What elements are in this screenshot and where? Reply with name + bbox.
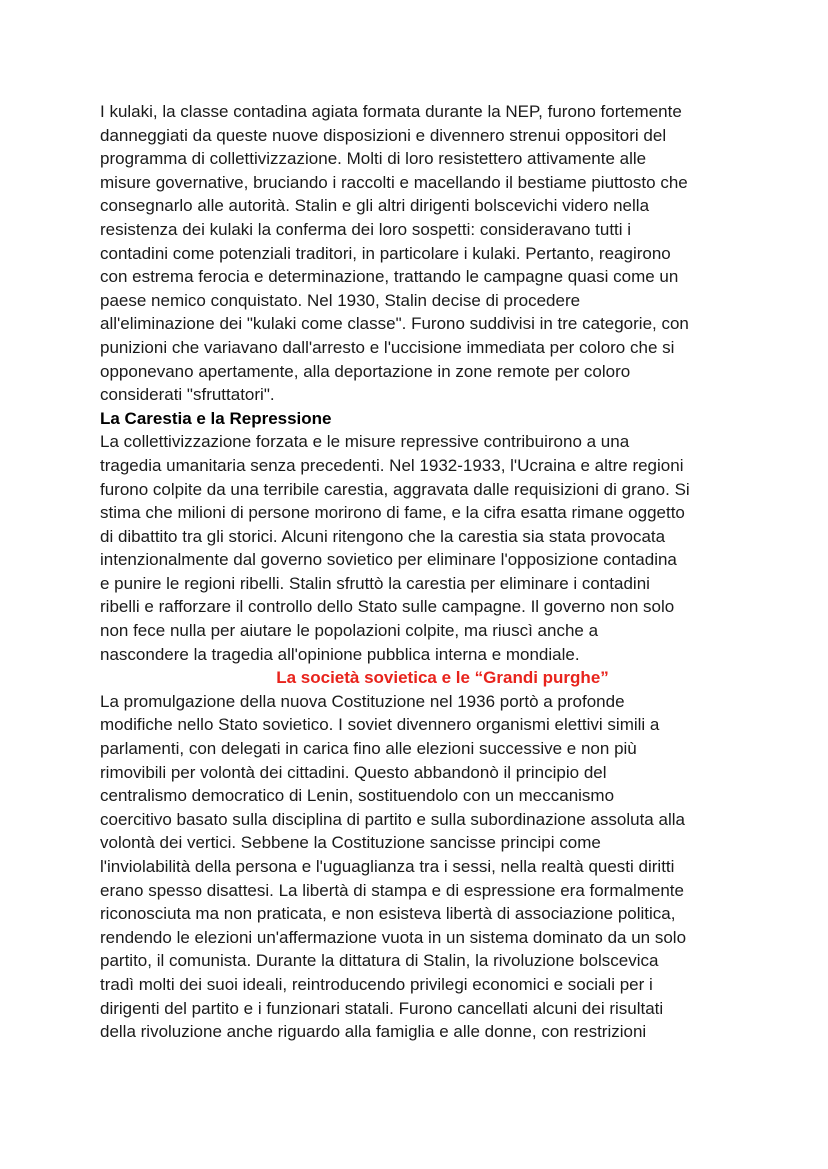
text-line: furono colpite da una terribile carestia, aggravata dalle requisizioni di grano. Si xyxy=(100,479,690,499)
paragraph-carestia xyxy=(100,430,740,666)
text-line: tradì molti dei suoi ideali, reintroducendo privilegi economici e sociali per i xyxy=(100,974,653,994)
text-line: con estrema ferocia e determinazione, trattando le campagne quasi come un xyxy=(100,267,679,287)
text-line: rimovibili per volontà dei cittadini. Questo abbandonò il principio del xyxy=(100,762,607,782)
text-line: coercitivo basato sulla disciplina di partito e sulla subordinazione assoluta alla xyxy=(100,809,685,829)
text-line: volontà dei vertici. Sebbene la Costituzione sancisse principi come xyxy=(100,833,601,853)
text-line: resistenza dei kulaki la conferma dei loro sospetti: consideravano tutti i xyxy=(100,219,632,239)
heading-grandi-purghe: La società sovietica e le “Grandi purghe” xyxy=(276,668,609,688)
text-line: tragedia umanitaria senza precedenti. Nel 1932-1933, l'Ucraina e altre regioni xyxy=(100,455,684,475)
text-line: contadini come potenziali traditori, in particolare i kulaki. Pertanto, reagirono xyxy=(100,243,671,263)
text-line: parlamenti, con delegati in carica fino alle elezioni successive e non più xyxy=(100,739,637,759)
paragraph-kulaki xyxy=(100,100,740,407)
text-line: La promulgazione della nuova Costituzione nel 1936 portò a profonde xyxy=(100,691,625,711)
text-line: modifiche nello Stato sovietico. I soviet divennero organismi elettivi simili a xyxy=(100,715,660,735)
text-line: danneggiati da queste nuove disposizioni e divennero strenui oppositori del xyxy=(100,125,667,145)
text-line: all'eliminazione dei "kulaki come classe". Furono suddivisi in tre categorie, con xyxy=(100,314,689,334)
text-line: stima che milioni di persone morirono di fame, e la cifra esatta rimane oggetto xyxy=(100,503,685,523)
text-line: centralismo democratico di Lenin, sostituendolo con un meccanismo xyxy=(100,786,615,806)
heading-carestia: La Carestia e la Repressione xyxy=(100,408,332,428)
text-line: I kulaki, la classe contadina agiata formata durante la NEP, furono fortemente xyxy=(100,102,682,121)
text-line: programma di collettivizzazione. Molti di loro resistettero attivamente alle xyxy=(100,149,647,169)
text-line: dirigenti del partito e i funzionari statali. Furono cancellati alcuni dei risultati xyxy=(100,998,664,1018)
text-line: considerati "sfruttatori". xyxy=(100,385,275,405)
text-line: nascondere la tragedia all'opinione pubblica interna e mondiale. xyxy=(100,644,580,664)
text-line: rendendo le elezioni un'affermazione vuota in un sistema dominato da un solo xyxy=(100,927,687,947)
text-line: erano spesso disattesi. La libertà di stampa e di espressione era formalmente xyxy=(100,880,684,900)
text-line: misure governative, bruciando i raccolti e macellando il bestiame piuttosto che xyxy=(100,172,688,192)
text-line: opponevano apertamente, alla deportazione in zone remote per coloro xyxy=(100,361,631,381)
text-line: riconosciuta ma non praticata, e non esisteva libertà di associazione politica, xyxy=(100,904,676,924)
text-line: ribelli e rafforzare il controllo dello Stato sulle campagne. Il governo non solo xyxy=(100,597,675,617)
text-line: e punire le regioni ribelli. Stalin sfruttò la carestia per eliminare i contadini xyxy=(100,573,650,593)
text-line: consegnarlo alle autorità. Stalin e gli altri dirigenti bolscevichi videro nella xyxy=(100,196,650,216)
text-line: l'inviolabilità della persona e l'uguaglianza tra i sessi, nella realtà questi diritti xyxy=(100,857,675,876)
text-line: punizioni che variavano dall'arresto e l'uccisione immediata per coloro che si xyxy=(100,337,675,357)
paragraph-societa-sovietica xyxy=(100,690,740,1044)
text-line: della rivoluzione anche riguardo alla famiglia e alle donne, con restrizioni xyxy=(100,1022,647,1042)
text-line: intenzionalmente dal governo sovietico per eliminare l'opposizione contadina xyxy=(100,550,677,570)
text-line: partito, il comunista. Durante la dittatura di Stalin, la rivoluzione bolscevica xyxy=(100,951,659,971)
text-line: La collettivizzazione forzata e le misure repressive contribuirono a una xyxy=(100,432,630,452)
text-line: non fece nulla per aiutare le popolazioni colpite, ma riuscì anche a xyxy=(100,621,599,641)
document-body xyxy=(100,100,740,1044)
text-line: di dibattito tra gli storici. Alcuni ritengono che la carestia sia stata provocata xyxy=(100,526,666,546)
text-line: paese nemico conquistato. Nel 1930, Stalin decise di procedere xyxy=(100,290,581,310)
